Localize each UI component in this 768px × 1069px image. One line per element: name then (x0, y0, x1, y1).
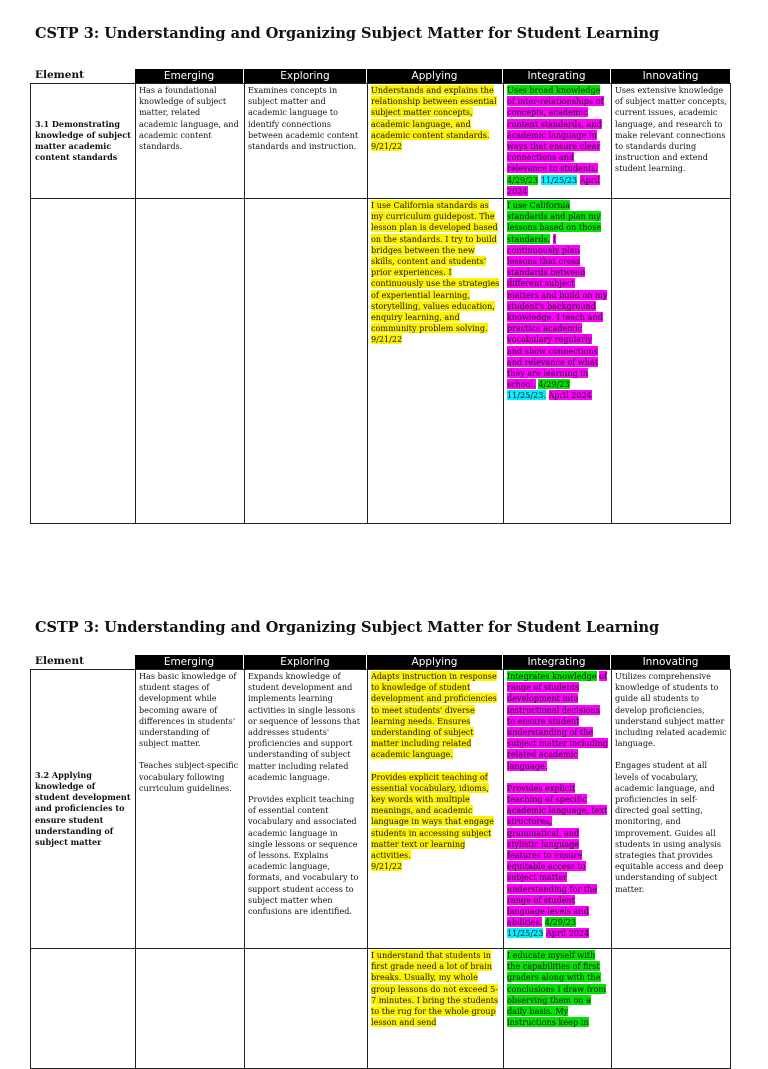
page2-element-label: Element (35, 655, 84, 667)
p2-integrating-date-green: 4/29/23 (544, 917, 576, 928)
reflection-yellow: I use California standards as my curriculum guidepost. The lesson plan is developed based on the standards. I try to build bridges between the new skills, content and students' prior experiences. I continuously use the strategies of experiential learning, storytelling, values education, enquiry learning, and community problem solving. (371, 200, 500, 334)
page1-title: CSTP 3: Understanding and Organizing Subject Matter for Student Learning (35, 25, 660, 42)
p2-r2-emerging (136, 949, 245, 1069)
p1-r2-element (31, 199, 136, 524)
p2-r2-integrating (504, 949, 612, 1069)
page1-header-row (30, 69, 730, 83)
date-yellow: 9/21/22 (371, 141, 403, 152)
p1-r2-integrating (504, 199, 612, 524)
element-3-1: 3.1 Demonstrating knowledge of subject matter academic content standards (31, 84, 136, 199)
reflection-date-cyan: 11/25/23. (507, 390, 546, 401)
date-magenta: April 2024 (507, 174, 600, 196)
p2-emerging-p1: Has basic knowledge of student stages of development while becoming aware of differences in students' understanding of subject matter. (139, 671, 237, 749)
reflection-date-yellow: 9/21/22 (371, 334, 403, 345)
p2-reflection-green: I educate myself with the capabilities of first graders along with the conclusions I draw from observing them on a daily basis. My instructions keep in (507, 950, 607, 1028)
p2-innovating-p1: Utilizes comprehensive knowledge of students to guide all students to develop proficiencies, understand subject matter including related academic language. (615, 671, 727, 749)
page1-table (30, 83, 731, 524)
p1-emerging-cell: Has a foundational knowledge of subject matter, related academic language, and academic content standards. (136, 84, 245, 199)
page1-row-3-1 (31, 84, 731, 199)
p1-exploring-cell: Examines concepts in subject matter and academic language to identify connections between academic content standards and instruction. (245, 84, 368, 199)
date-cyan: 11/25/23 (540, 174, 578, 185)
page1-header-exploring: Exploring (244, 69, 366, 83)
p2-integrating-date-cyan: 11/25/23 (507, 928, 544, 939)
p2-r2-exploring (245, 949, 368, 1069)
reflection-green: I use California standards and plan my lessons based on those standards. (507, 200, 602, 244)
date-green: 4/29/23 (507, 174, 539, 185)
page2-header-exploring: Exploring (244, 655, 366, 669)
p2-exploring-cell (245, 670, 368, 949)
highlight-green: Uses broad knowledge (507, 85, 601, 95)
p1-r2-applying (368, 199, 504, 524)
page2-table (30, 669, 731, 1069)
page2-title: CSTP 3: Understanding and Organizing Subject Matter for Student Learning (35, 619, 660, 636)
page1-element-label: Element (35, 69, 84, 81)
highlight-magenta: of inter-relationships of concepts, academic content standards, and academic language in ways that ensure clear connections and relevance to students. (507, 96, 604, 174)
p2-r2-applying (368, 949, 504, 1069)
p2-r2-innovating (612, 949, 731, 1069)
p1-applying-cell (368, 84, 504, 199)
page1-header-innovating: Innovating (611, 69, 730, 83)
page2-header-applying: Applying (367, 655, 502, 669)
p1-r2-innovating (612, 199, 731, 524)
page1-row-reflection (31, 199, 731, 524)
p2-emerging-cell (136, 670, 245, 949)
page2-header-integrating: Integrating (503, 655, 610, 669)
p2-r2-element (31, 949, 136, 1069)
page2-header-row (30, 655, 730, 669)
page2-row-3-2 (31, 670, 731, 949)
page1-header-applying: Applying (367, 69, 502, 83)
p1-r2-emerging (136, 199, 245, 524)
highlight-yellow: Understands and explains the relationship between essential subject matter concepts, academic language, and academic content standards. (371, 85, 497, 140)
p2-applying-p1: Adapts instruction in response to knowledge of student development and proficiencies to meet students' diverse learning needs. Ensures understanding of subject matter including related academic language. (371, 671, 497, 760)
p2-integrating-cell (504, 670, 612, 949)
reflection-date-magenta: April 2024 (548, 390, 592, 401)
page2-header-innovating: Innovating (611, 655, 730, 669)
p1-innovating-cell: Uses extensive knowledge of subject matter concepts, current issues, academic language, and research to make relevant connections to standards during instruction and extend student learning. (612, 84, 731, 199)
reflection-date-green: 4/29/23 (538, 379, 570, 390)
p2-reflection-yellow: I understand that students in first grade need a lot of brain breaks. Usually, my whole group lessons do not exceed 5-7 minutes. I bring the students to the rug for the whole group lesson and send (371, 950, 499, 1028)
p2-integrating-green: Integrates knowledge (507, 671, 597, 681)
page2-header-emerging: Emerging (135, 655, 243, 669)
p1-r2-exploring (245, 199, 368, 524)
p2-integrating-p2: Provides explicit teaching of specific academic language, text structures, grammatical, and stylistic language features to ensure equitable access to subject matter understanding for the range of student language levels and abilities. (507, 782, 608, 928)
element-3-2: 3.2 Applying knowledge of student development and proficiencies to ensure student understanding of subject matter (31, 670, 136, 949)
page1-header-integrating: Integrating (503, 69, 610, 83)
p2-emerging-p2: Teaches subject-specific vocabulary following curriculum guidelines. (139, 760, 239, 793)
p2-integrating-p1: of range of students development into instructional decisions to ensure student understanding of the subject matter including related academic language. (507, 671, 608, 771)
reflection-magenta: I continuously plan lessons that cross standards between different subject matters and build on my student's background knowledge. I teach and practice academic vocabulary regularly and show connections and relevance of what they are learning in school. (507, 233, 608, 390)
p1-integrating-cell (504, 84, 612, 199)
p2-innovating-cell (612, 670, 731, 949)
page1-header-emerging: Emerging (135, 69, 243, 83)
p2-exploring-p2: Provides explicit teaching of essential content vocabulary and associated academic language in single lessons or sequence of lessons. Explains academic language, formats, and vocabulary to support student access to subject matter when confusions are identified. (248, 794, 359, 917)
p2-exploring-p1: Expands knowledge of student development and implements learning activities in single lessons or sequence of lessons that addresses students' proficiencies and support understanding of subject matter including related academic language. (248, 671, 361, 782)
p2-applying-date: 9/21/22 (371, 861, 403, 872)
p2-applying-cell (368, 670, 504, 949)
p2-innovating-p2: Engages student at all levels of vocabulary, academic language, and proficiencies in self-directed goal setting, monitoring, and improvement. Guides all students in using analysis strategies that provides equitable access and deep understanding of subject matter. (615, 760, 724, 894)
p2-integrating-date-magenta: April 2024 (545, 928, 590, 939)
page2-row-reflection (31, 949, 731, 1069)
p2-applying-p2: Provides explicit teaching of essential vocabulary, idioms, key words with multiple meanings, and academic language in ways that engage students in accessing subject matter text or learning activities. (371, 771, 494, 861)
